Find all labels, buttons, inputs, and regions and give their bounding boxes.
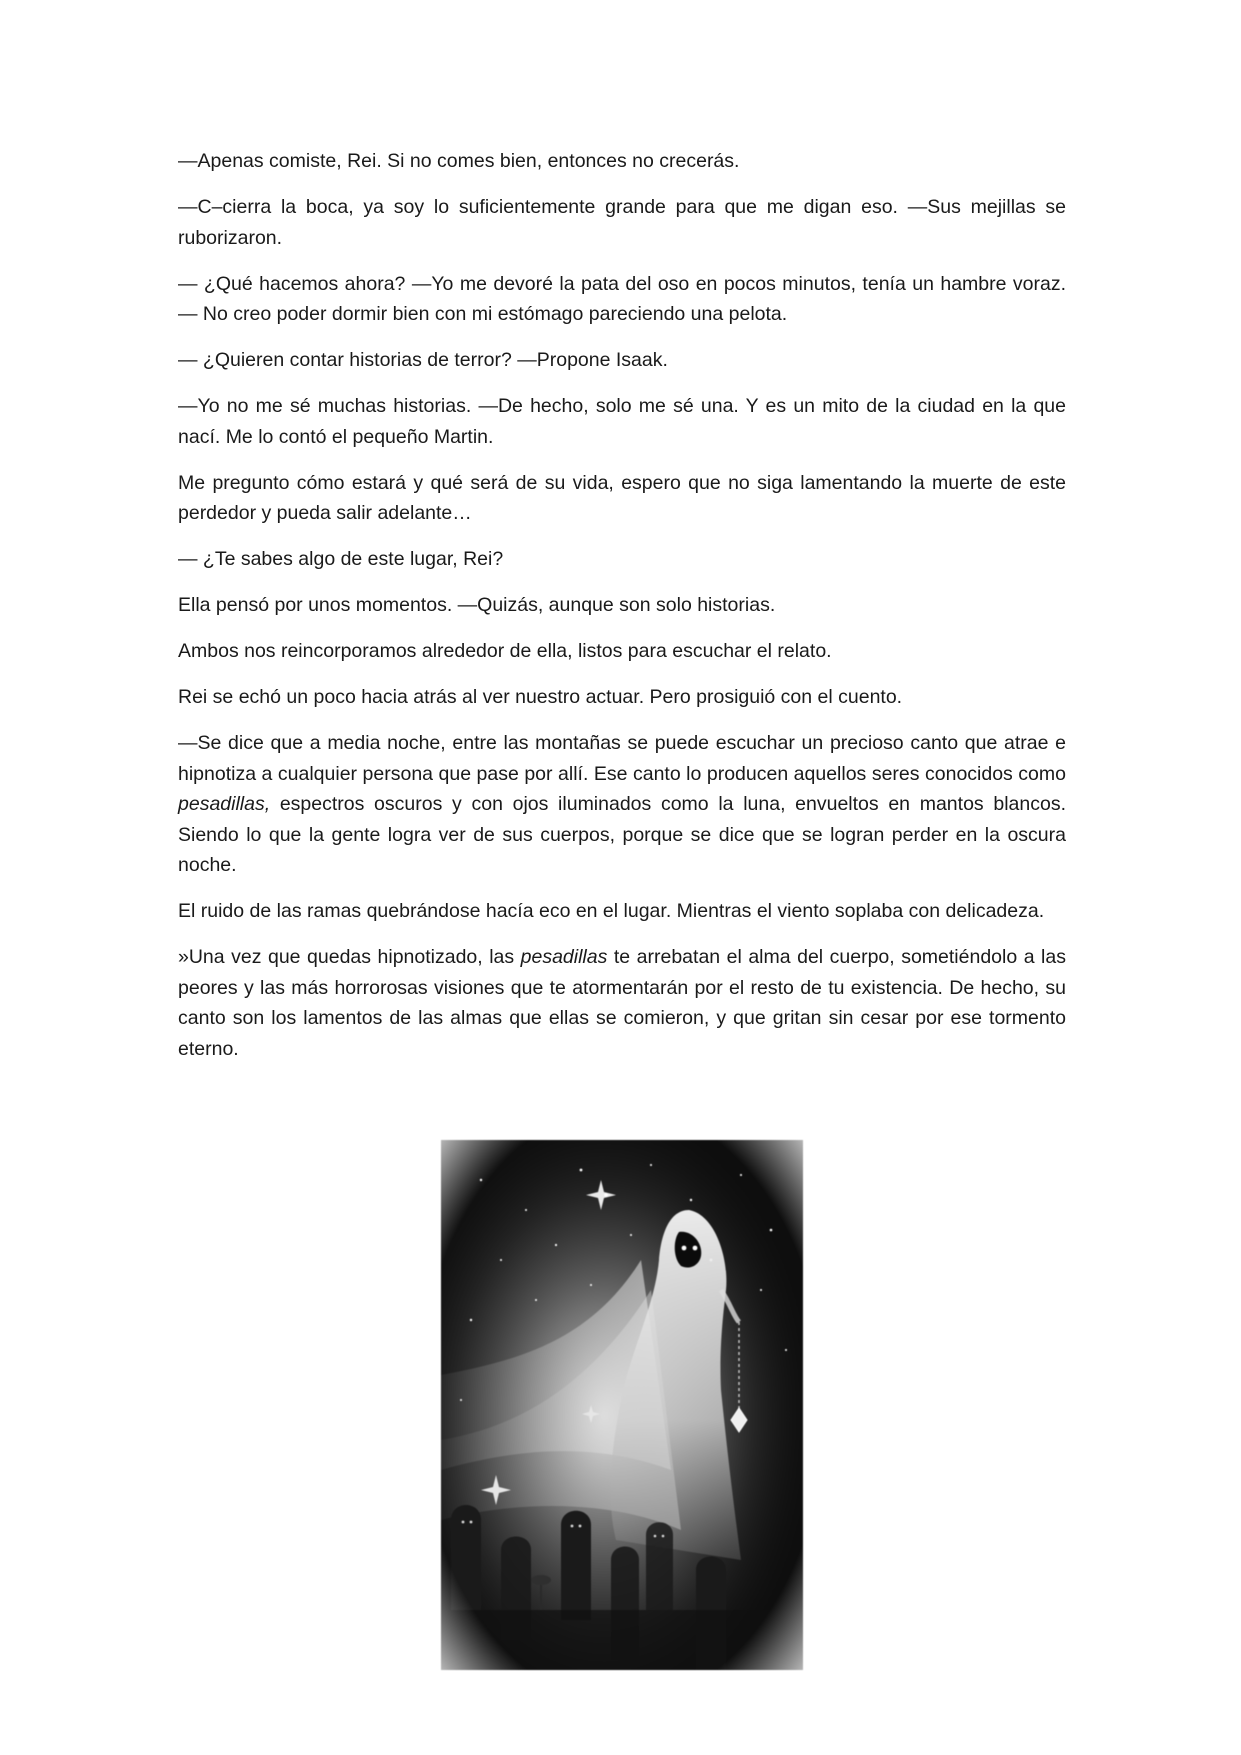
paragraph-text: —Apenas comiste, Rei. Si no comes bien, entonces no crecerás. bbox=[178, 150, 740, 172]
paragraph-11 bbox=[178, 728, 1066, 881]
paragraph-text: — ¿Qué hacemos ahora? —Yo me devoré la pata del oso en pocos minutos, tenía un hambre voraz. — No creo poder dormir bien con mi estómago pareciendo una pelota. bbox=[178, 272, 1066, 325]
paragraph-4 bbox=[178, 345, 1066, 376]
paragraph-text: »Una vez que quedas hipnotizado, las bbox=[178, 946, 521, 968]
paragraph-2 bbox=[178, 192, 1066, 253]
paragraph-7 bbox=[178, 544, 1066, 575]
paragraph-6 bbox=[178, 468, 1066, 529]
paragraph-12 bbox=[178, 896, 1066, 927]
paragraph-8 bbox=[178, 590, 1066, 621]
paragraph-text: —Se dice que a media noche, entre las montañas se puede escuchar un precioso canto que atrae e hipnotiza a cualquier persona que pase por allí. Ese canto lo producen aquellos seres conocidos como bbox=[178, 732, 1066, 785]
paragraph-text: —C–cierra la boca, ya soy lo suficientemente grande para que me digan eso. —Sus mejillas se ruborizaron. bbox=[178, 196, 1066, 249]
document-body bbox=[178, 146, 1066, 1080]
edge-vignette bbox=[441, 1140, 803, 1670]
paragraph-text: El ruido de las ramas quebrándose hacía eco en el lugar. Mientras el viento soplaba con delicadeza. bbox=[178, 900, 1045, 922]
paragraph-3 bbox=[178, 269, 1066, 330]
paragraph-9 bbox=[178, 636, 1066, 667]
paragraph-text: Ambos nos reincorporamos alrededor de ella, listos para escuchar el relato. bbox=[178, 640, 832, 662]
ghost-illustration bbox=[441, 1140, 803, 1670]
paragraph-text: Rei se echó un poco hacia atrás al ver nuestro actuar. Pero prosiguió con el cuento. bbox=[178, 686, 903, 708]
paragraph-text: —Yo no me sé muchas historias. —De hecho, solo me sé una. Y es un mito de la ciudad en la que nací. Me lo contó el pequeño Martin. bbox=[178, 395, 1066, 448]
paragraph-text: — ¿Te sabes algo de este lugar, Rei? bbox=[178, 548, 504, 570]
paragraph-13 bbox=[178, 942, 1066, 1064]
paragraph-text: te arrebatan el alma del cuerpo, sometiéndolo a las peores y las más horrorosas visiones que te atormentarán por el resto de tu existencia. De hecho, su canto son los lamentos de las almas que ellas se comieron, y que gritan sin cesar por ese tormento eterno. bbox=[178, 946, 1066, 1060]
paragraph-5 bbox=[178, 391, 1066, 452]
paragraph-text: — ¿Quieren contar historias de terror? —Propone Isaak. bbox=[178, 349, 668, 371]
paragraph-10 bbox=[178, 682, 1066, 713]
italic-term: pesadillas bbox=[520, 946, 608, 968]
paragraph-1 bbox=[178, 146, 1066, 177]
paragraph-text: Me pregunto cómo estará y qué será de su vida, espero que no siga lamentando la muerte de este perdedor y pueda salir adelante… bbox=[178, 471, 1066, 524]
paragraph-text: Ella pensó por unos momentos. —Quizás, aunque son solo historias. bbox=[178, 594, 776, 616]
italic-term: pesadillas, bbox=[178, 793, 271, 815]
paragraph-text: espectros oscuros y con ojos iluminados como la luna, envueltos en mantos blancos. Siendo lo que la gente logra ver de sus cuerpos, porque se dice que se logran perder en la oscura noche. bbox=[178, 793, 1066, 876]
ghost-illustration-svg bbox=[441, 1140, 803, 1670]
